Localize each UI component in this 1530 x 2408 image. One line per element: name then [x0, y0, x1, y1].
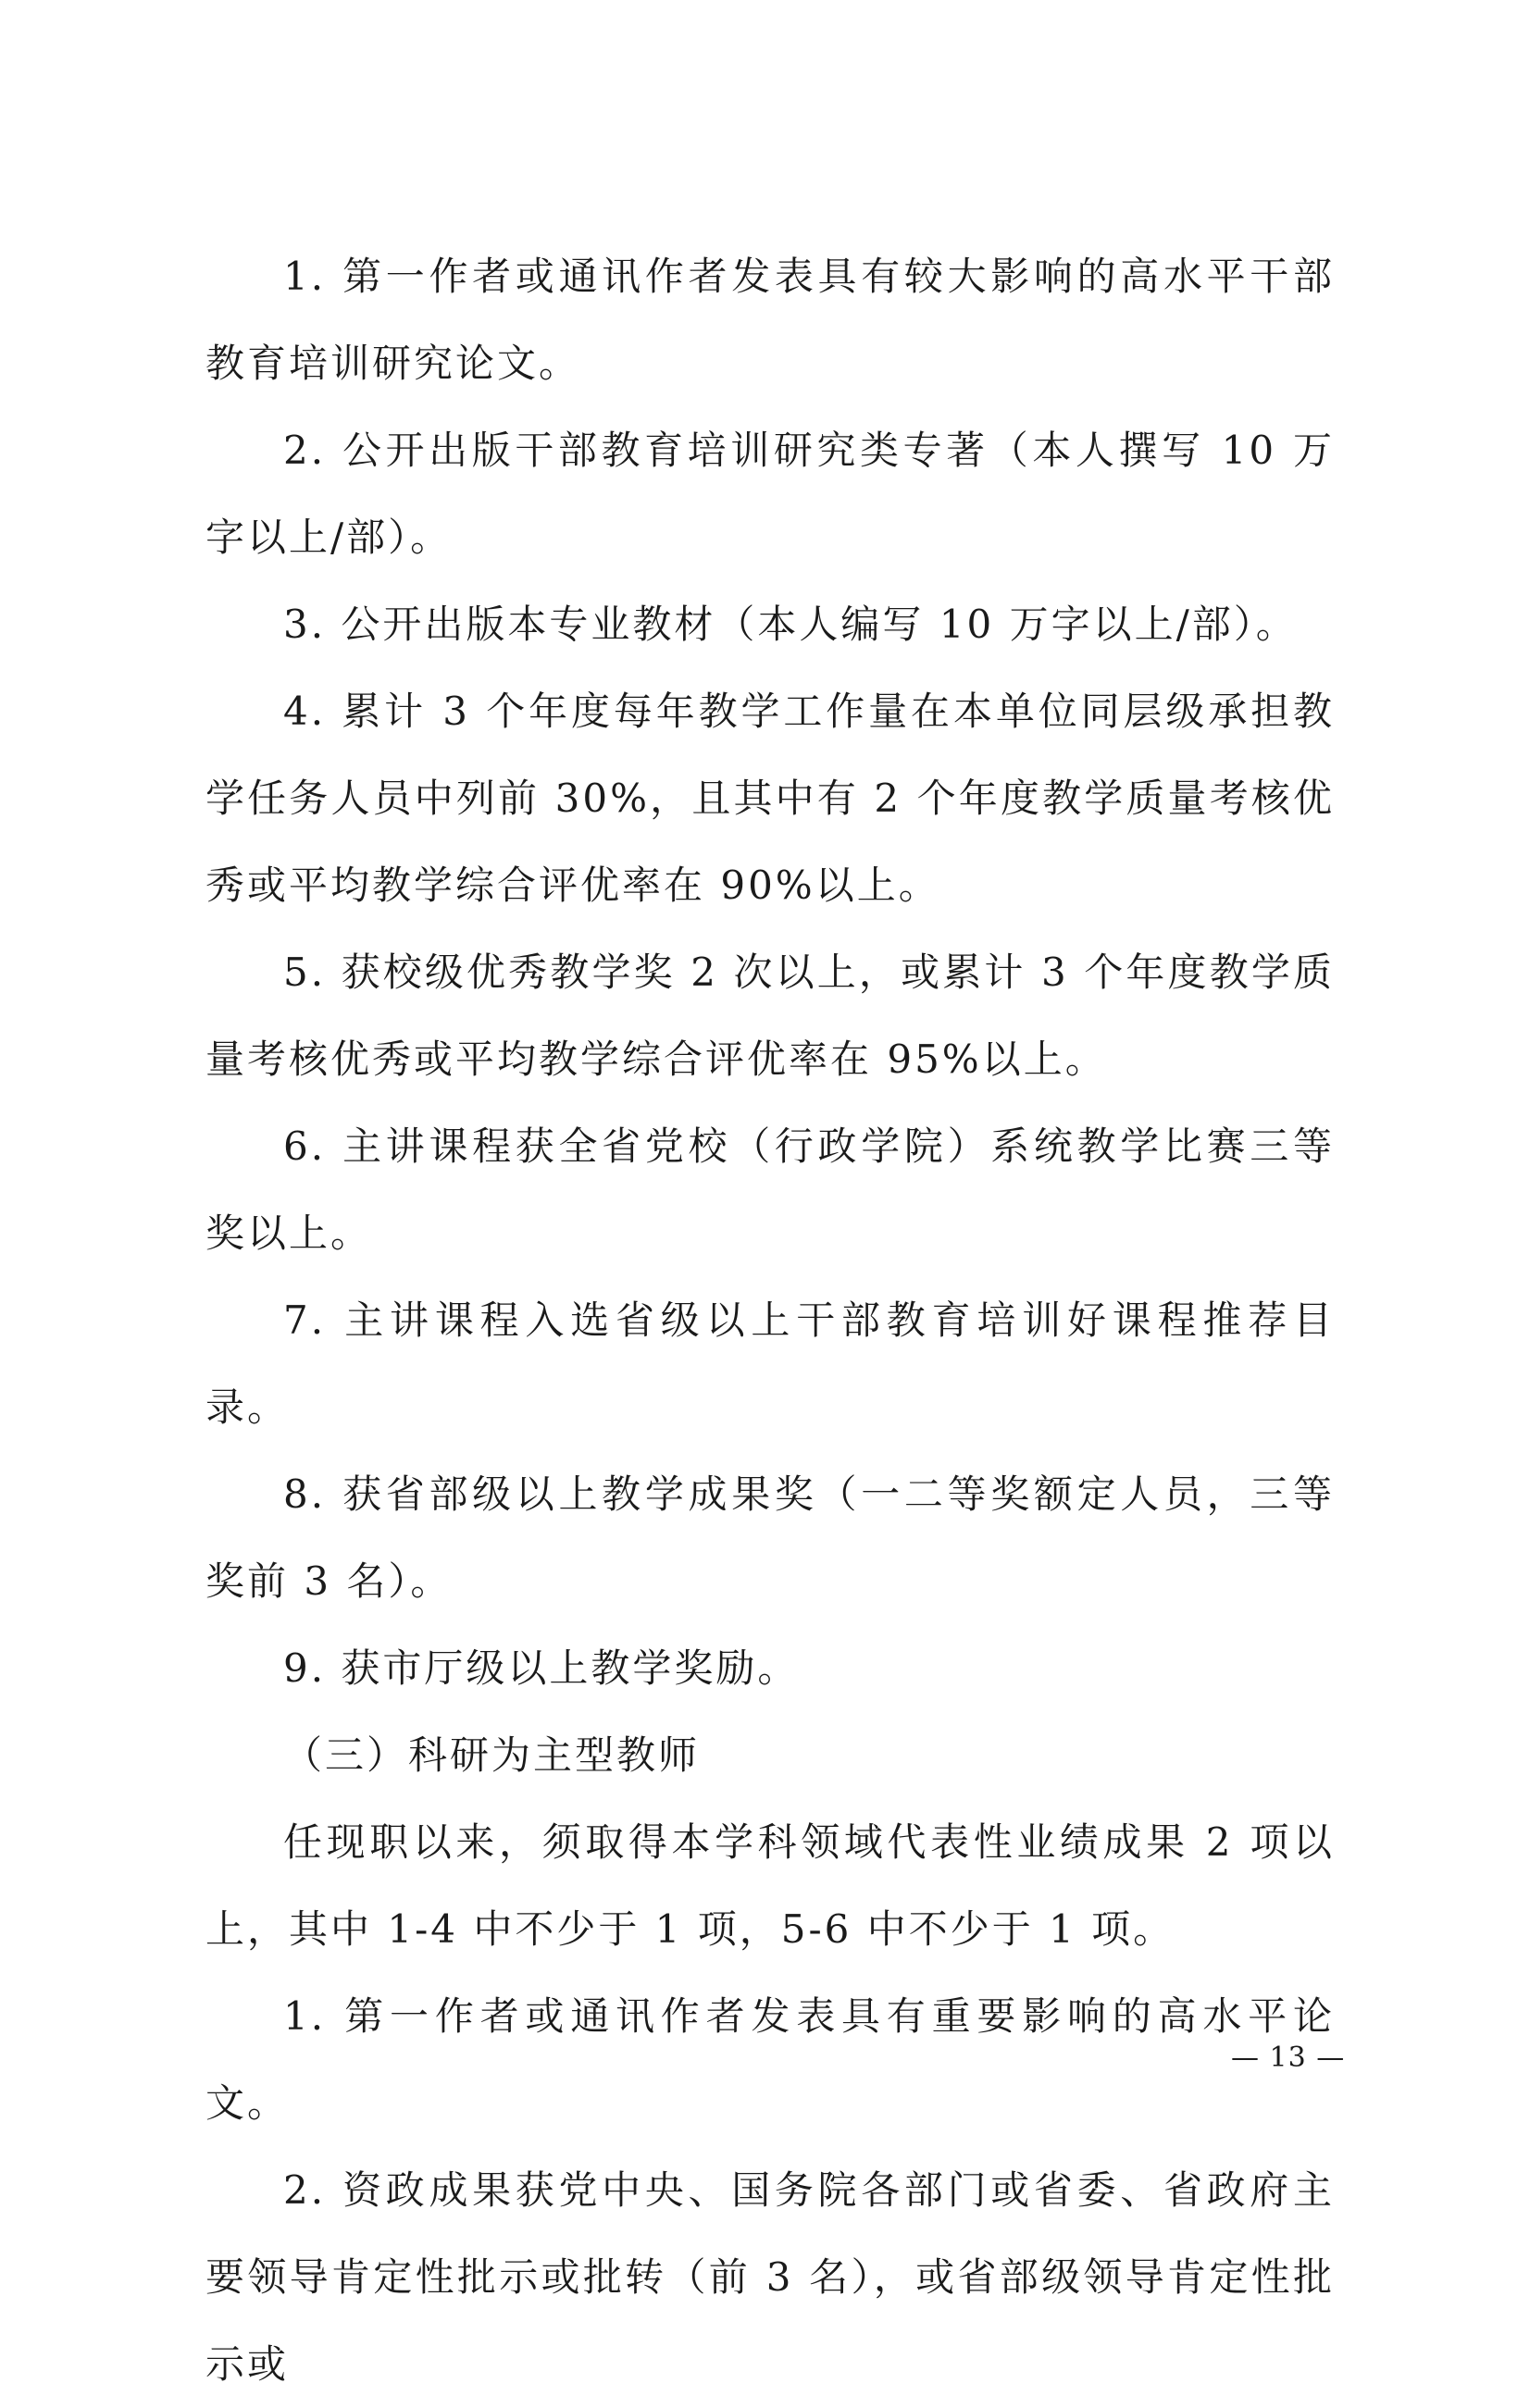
paragraph-item-3: 3. 公开出版本专业教材（本人编写 10 万字以上/部）。	[283, 602, 1298, 647]
page-number: — 13 —	[1231, 2042, 1346, 2074]
paragraph-item-7: 7. 主讲课程入选省级以上干部教育培训好课程推荐目录。	[205, 1297, 1335, 1430]
research-item-2: 2. 资政成果获党中央、国务院各部门或省委、省政府主要领导肯定性批示或批转（前 3 名），或省部级领导肯定性批示或	[205, 2167, 1335, 2387]
section-intro-paragraph: 任现职以来，须取得本学科领域代表性业绩成果 2 项以上，其中 1-4 中不少于 1 项，5-6 中不少于 1 项。	[205, 1819, 1335, 1952]
research-item-1: 1. 第一作者或通讯作者发表具有重要影响的高水平论文。	[205, 1993, 1335, 2126]
section-heading: （三）科研为主型教师	[283, 1732, 701, 1778]
paragraph-item-5: 5. 获校级优秀教学奖 2 次以上，或累计 3 个年度教学质量考核优秀或平均教学综合评优率在 95%以上。	[205, 950, 1335, 1082]
paragraph-item-6: 6. 主讲课程获全省党校（行政学院）系统教学比赛三等奖以上。	[205, 1123, 1335, 1256]
document-body	[205, 233, 1335, 2408]
paragraph-item-1: 1. 第一作者或通讯作者发表具有较大影响的高水平干部教育培训研究论文。	[205, 254, 1335, 386]
paragraph-item-4: 4. 累计 3 个年度每年教学工作量在本单位同层级承担教学任务人员中列前 30%，且其中有 2 个年度教学质量考核优秀或平均教学综合评优率在 90%以上。	[205, 689, 1335, 908]
paragraph-item-8: 8. 获省部级以上教学成果奖（一二等奖额定人员，三等奖前 3 名）。	[205, 1471, 1335, 1604]
paragraph-item-9: 9. 获市厅级以上教学奖励。	[283, 1645, 800, 1691]
paragraph-item-2: 2. 公开出版干部教育培训研究类专著（本人撰写 10 万字以上/部）。	[205, 428, 1335, 560]
